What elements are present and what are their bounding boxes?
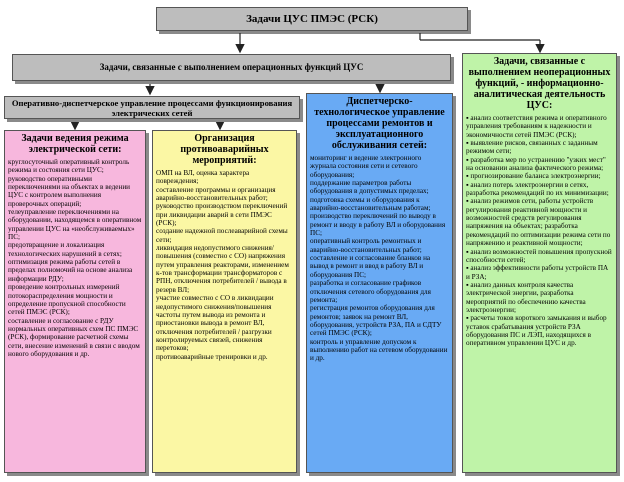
list-item: разработка и согласование графиков отключения сетевого оборудования для ремонта; [310,279,431,304]
list-item: мониторинг и ведение электронного журнала состояния сети и сетевого оборудования; [310,154,422,179]
column-dispatch [306,93,453,473]
list-item: проведение контрольных измерений потокораспределения мощности и определение пропускной способности сетей ПМЭС (РСК); [8,283,126,317]
list-item: ▪ выявление рисков, связанных с заданным режимом сети; [466,139,613,156]
column-mode-list [8,158,142,358]
list-item: ▪ анализ возможностей повышения пропускной способности сетей; [466,248,613,265]
list-item: ▪ разработка мер по устранению "узких мест" на основании анализа фактического режима; [466,156,613,173]
list-item: составление и согласование бланков на вывод в ремонт и ввод в работу ВЛ и оборудования ПС; [310,254,431,279]
list-item: ▪ расчеты токов короткого замыкания и выбор уставок срабатывания устройств РЗА оборудования ПС и ЛЭП, находящихся в оперативном управлении ЦУС и др. [466,314,613,347]
ops-functions-box [12,54,451,81]
column-mode [4,130,146,473]
list-item: ОМП на ВЛ, оценка характера повреждения; [156,169,250,186]
list-item: ликвидация недопустимого снижения/ повышения (совместно с СО) напряжения путем управления реакторами, изменением к-тов трансформации трансформаторов с РПН, отключения потребителей / вывода в резерв ВЛ; [156,244,289,294]
list-item: производство переключений по выводу в ремонт и вводу в работу ВЛ и оборудования ПС; [310,212,446,238]
list-item: ▪ анализ эффективности работы устройств ПА и РЗА; [466,264,613,281]
list-item: руководство оперативными переключениями на объектах в ведении ЦУС с контролем выполнения проверочных операций; [8,174,131,208]
list-item: участие совместно с СО в ликвидации недопустимого снижения/повышения частоты путем вывода из ремонта и приостановки вывода в ремонт ВЛ, отключения потребителей / разгрузки контролируемых связей, снижения перетоков; [156,294,274,353]
list-item: круглосуточный оперативный контроль режима и состояния сети ЦУС; [8,158,130,175]
column-dispatch-title: Диспетчерско-технологическое управление процессами ремонтов и эксплуатационного обслуживания сетей: [314,96,445,151]
oper-mgmt-title: Оперативно-диспетчерское управление процессами функционирования электрических сетей [11,98,293,118]
list-item: предотвращение и локализация технологических нарушений в сетях; [8,241,122,258]
list-item: ▪ анализ соответствия режима и оперативного управления требованиям к надежности и экономичности сетей ПМЭС (РСК); [466,114,613,139]
list-item: регистрация ремонтов оборудования для ремонтов; заявок на ремонт ВЛ, оборудования, устройств РЗА, ПА и СДТУ сетей ПМЭС (РСК); [310,304,442,338]
list-item: составление и согласование с РДУ нормальных оперативных схем ПС ПМЭС (РСК), формирование расчетной схемы сети, внесение изменений в связи с вводом нового оборудования и др. [8,316,140,358]
column-emergency-title: Организация противоаварийных мероприятий: [180,133,269,166]
list-item: противоаварийные тренировки и др. [156,352,268,361]
list-item: контроль и управление допуском к выполнению работ на сетевом оборудовании и др. [310,337,448,363]
column-mode-title: Задачи ведения режима электрической сети: [21,133,129,155]
list-item: ▪ прогнозирование баланса электроэнергии; [466,172,613,180]
list-item: оперативный контроль ремонтных и аварийно-восстановительных работ; [310,237,422,254]
header-title: Задачи ЦУС ПМЭС (РСК) [246,13,378,25]
column-emergency-list [156,169,293,361]
ops-functions-title: Задачи, связанные с выполнением операционных функций ЦУС [99,62,364,72]
column-dispatch-list [310,154,449,363]
list-item: телеуправление переключениями на оборудовании, находящемся в оперативном управлении ЦУС на «необслуживаемых» ПС; [8,208,142,242]
list-item: ▪ анализ потерь электроэнергии в сетях, разработка рекомендаций по их минимизации; [466,181,613,198]
column-nonop-list [466,114,613,348]
list-item: составление программы и организация аварийно-восстановительных работ; [156,185,276,203]
column-emergency [152,130,297,473]
list-item: подготовка схемы и оборудования к аварийно-восстановительным работам; [310,195,431,213]
oper-mgmt-box [4,96,300,119]
list-item: ▪ анализ режимов сети, работы устройств регулирования реактивной мощности и возможностей средств регулирования напряжения на объектах; разработка рекомендаций по оптимизации режима сети по напряжению и реактивной мощности; [466,197,613,247]
column-nonop [462,53,617,473]
list-item: оптимизация режима работы сетей в пределах полномочий на основе анализа информации РДУ; [8,258,133,283]
header-box [156,7,468,31]
list-item: ▪ анализ данных контроля качества электрической энергии, разработка мероприятий по обеспечению качества электроэнергии; [466,281,613,314]
list-item: руководство производством переключений при ликвидации аварий в сети ПМЭС (РСК); [156,202,288,228]
list-item: создание надежной послеаварийной схемы сети; [156,227,288,244]
column-nonop-title: Задачи, связанные с выполнением неоперационных функций, - информационно-аналитическая деятельность ЦУС: [468,56,611,111]
list-item: поддержание параметров работы оборудования в допустимых пределах; [310,179,429,196]
